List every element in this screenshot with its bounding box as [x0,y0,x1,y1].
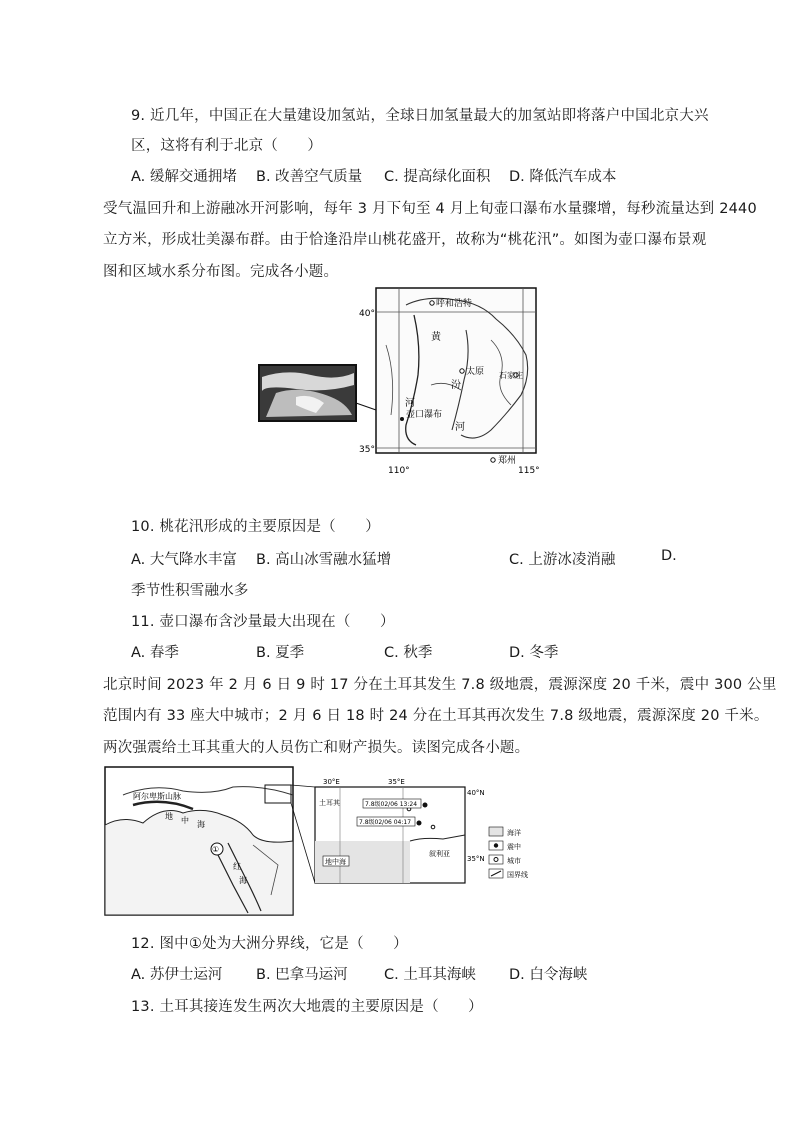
lon-label-115: 115° [518,466,540,476]
q11-option-b: B. 夏季 [256,645,305,661]
city-dot-hohhot [430,301,434,305]
quake-label-2: 7.8级02/06 04:17 [359,819,412,826]
legend-city-swatch [494,858,498,862]
passage2-line2: 范围内有 33 座大中城市；2 月 6 日 18 时 24 分在土耳其再次发生 7.8 级地震，震源深度 20 千米。 [103,708,769,724]
med-label: 地中海 [325,858,346,866]
syria-label: 叙利亚 [429,850,450,858]
lat-label-35n: 35°N [467,855,485,863]
q10-option-b: B. 高山冰雪融水猛增 [256,552,392,568]
city-dot-taiyuan [460,369,464,373]
city-label-taiyuan: 太原 [466,367,485,377]
turkey-earthquake-figure [103,765,538,917]
sea-label-di: 地 [165,812,173,821]
map-legend [489,827,528,879]
q10-option-c: C. 上游冰凌消融 [509,552,616,568]
turkey-label: 土耳其 [319,799,340,807]
river-label-he: 河 [405,398,415,409]
q10-option-d-text: 季节性积雪融水多 [131,583,249,599]
quake-label-1: 7.8级02/06 13:24 [365,801,418,808]
q12-option-a: A. 苏伊士运河 [131,967,223,983]
q9-option-c: C. 提高绿化面积 [384,169,491,185]
city-label-hohhot: 呼和浩特 [436,299,473,309]
q10-option-d: D. [661,548,677,564]
alps-label: 阿尔卑斯山脉 [133,792,181,801]
q11-stem: 11. 壶口瀑布含沙量最大出现在（ ） [131,614,395,630]
legend-ocean-swatch [489,827,503,836]
passage2-line1: 北京时间 2023 年 2 月 6 日 9 时 17 分在土耳其发生 7.8 级地震，震源深度 20 千米，震中 300 公里 [103,677,777,693]
q9-option-a: A. 缓解交通拥堵 [131,169,237,185]
waterfall-photo [259,365,356,421]
q9-option-d: D. 降低汽车成本 [509,169,617,185]
inset-map [315,778,485,883]
marker-1-label: ① [212,845,220,854]
q11-option-a: A. 春季 [131,645,179,661]
lat-label-35: 35° [359,445,375,455]
q9-option-b: B. 改善空气质量 [256,169,363,185]
red-sea-label-2: 海 [239,876,247,885]
lat-label-40: 40° [359,309,375,319]
river-label-fen: 汾 [451,380,461,391]
passage2-line3: 两次强震给土耳其重大的人员伤亡和财产损失。读图完成各小题。 [103,740,530,756]
legend-epicenter-swatch [494,843,498,847]
sea-label-zhong: 中 [181,816,189,825]
passage1-line3: 图和区域水系分布图。完成各小题。 [103,264,339,280]
waterfall-label: 壶口瀑布 [406,410,443,420]
legend-border-label: 国界线 [507,871,528,879]
sea-label-hai: 海 [197,820,205,829]
q12-option-b: B. 巴拿马运河 [256,967,348,983]
epicenter-1 [423,803,428,808]
hukou-waterfall-figure [256,285,546,480]
river-label-huang: 黄 [431,332,441,343]
q11-option-d: D. 冬季 [509,645,559,661]
city-dot-2 [431,825,435,829]
passage1-line2: 立方米，形成壮美瀑布群。由于恰逢沿岸山桃花盛开，故称为“桃花汛”。如图为壶口瀑布景观 [103,232,707,248]
legend-epicenter-label: 震中 [507,843,521,851]
lon-label-30e: 30°E [323,778,340,786]
red-sea-label-1: 红 [233,862,241,871]
q12-option-c: C. 土耳其海峡 [384,967,476,983]
river-label-he2: 河 [455,422,465,433]
q9-stem-line2: 区，这将有利于北京（ ） [131,138,323,154]
lat-label-40n: 40°N [467,789,485,797]
q12-stem: 12. 图中①处为大洲分界线，它是（ ） [131,936,408,952]
q10-option-a: A. 大气降水丰富 [131,552,237,568]
passage1-line1: 受气温回升和上游融冰开河影响，每年 3 月下旬至 4 月上旬壶口瀑布水量骤增，每秒流量达到 2440 [103,201,757,217]
legend-city-label: 城市 [507,857,521,865]
legend-ocean-label: 海洋 [507,829,521,837]
epicenter-2 [417,821,422,826]
lon-label-35e: 35°E [388,778,405,786]
city-label-shijiazhuang: 石家庄 [499,371,523,380]
q11-option-c: C. 秋季 [384,645,433,661]
regional-map [105,767,293,915]
q13-stem: 13. 土耳其接连发生两次大地震的主要原因是（ ） [131,999,483,1015]
city-dot-zhengzhou [491,458,495,462]
waterfall-dot [400,417,404,421]
city-label-zhengzhou: 郑州 [498,456,517,466]
q12-option-d: D. 白令海峡 [509,967,588,983]
q9-stem-line1: 9. 近几年，中国正在大量建设加氢站，全球日加氢量最大的加氢站即将落户中国北京大兴 [131,108,709,124]
lon-label-110: 110° [388,466,410,476]
q10-stem: 10. 桃花汛形成的主要原因是（ ） [131,519,380,535]
